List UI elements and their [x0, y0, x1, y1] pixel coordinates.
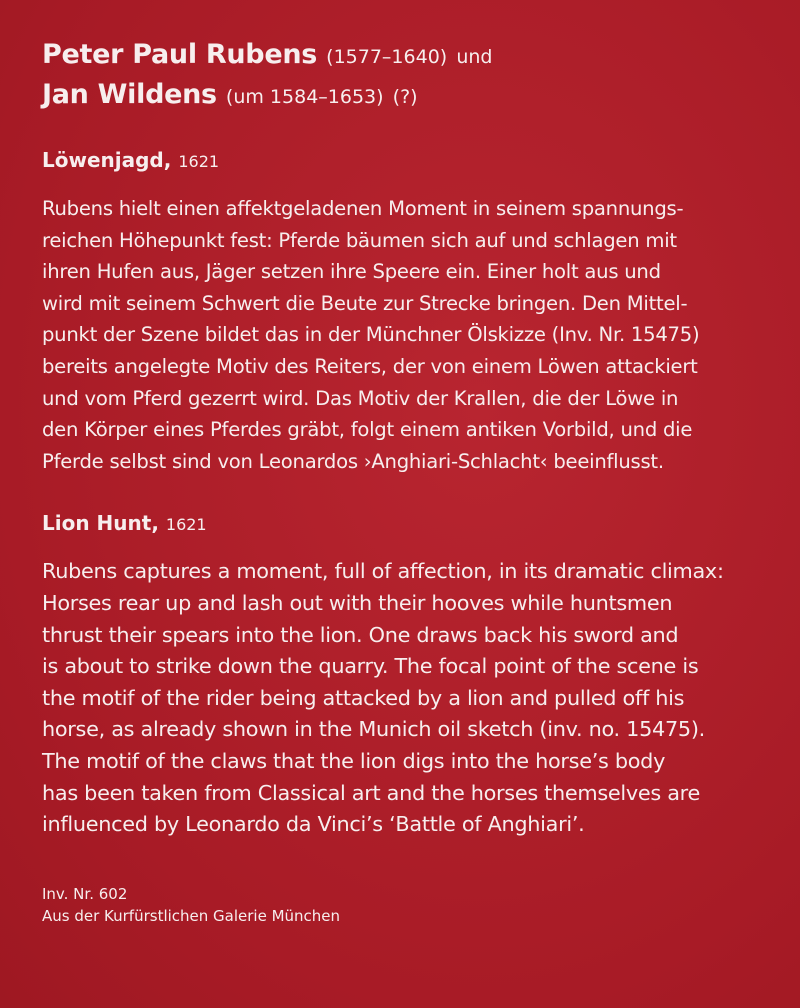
artist-line-1	[42, 36, 782, 76]
attribution-uncertain: (?)	[392, 86, 418, 108]
german-title-year: 1621	[178, 152, 220, 171]
text-line: has been taken from Classical art and the horses themselves are	[42, 780, 700, 805]
text-line: punkt der Szene bildet das in der Münchner Ölskizze (Inv. Nr. 15475)	[42, 323, 700, 347]
artist-connector: und	[456, 46, 493, 68]
artwork-label	[42, 36, 782, 927]
artist-name: Jan Wildens	[42, 79, 217, 110]
text-line: Rubens hielt einen affektgeladenen Moment in seinem spannungs-	[42, 197, 684, 220]
english-description	[42, 556, 782, 840]
artist-line-2	[42, 76, 782, 116]
label-footer	[42, 883, 782, 927]
provenance: Aus der Kurfürstlichen Galerie München	[42, 906, 341, 925]
artist-name: Peter Paul Rubens	[42, 39, 318, 70]
english-title-year: 1621	[165, 515, 207, 535]
inventory-number: Inv. Nr. 602	[42, 884, 128, 903]
german-title-text: Löwenjagd,	[42, 148, 172, 172]
artist-dates: (um 1584–1653)	[225, 86, 384, 108]
german-description	[42, 193, 782, 477]
text-line: is about to strike down the quarry. The focal point of the scene is	[42, 654, 699, 679]
text-line: thrust their spears into the lion. One draws back his sword and	[42, 622, 679, 647]
text-line: the motif of the rider being attacked by a lion and pulled off his	[42, 685, 685, 710]
text-line: Pferde selbst sind von Leonardos ›Anghiari-Schlacht‹ beeinflusst.	[42, 449, 664, 473]
english-title-text: Lion Hunt,	[42, 511, 159, 536]
text-line: wird mit seinem Schwert die Beute zur Strecke bringen. Den Mittel-	[42, 291, 688, 315]
text-line: reichen Höhepunkt fest: Pferde bäumen sich auf und schlagen mit	[42, 228, 677, 252]
text-line: horse, as already shown in the Munich oil sketch (inv. no. 15475).	[42, 717, 705, 742]
text-line: The motif of the claws that the lion digs into the horse’s body	[42, 748, 666, 773]
text-line: ihren Hufen aus, Jäger setzen ihre Speere ein. Einer holt aus und	[42, 260, 661, 284]
text-line: Rubens captures a moment, full of affection, in its dramatic climax:	[42, 559, 724, 584]
text-line: bereits angelegte Motiv des Reiters, der von einem Löwen attackiert	[42, 354, 698, 378]
text-line: den Körper eines Pferdes gräbt, folgt einem antiken Vorbild, und die	[42, 418, 693, 442]
text-line: Horses rear up and lash out with their hooves while huntsmen	[42, 590, 673, 615]
text-line: und vom Pferd gezerrt wird. Das Motiv der Krallen, die der Löwe in	[42, 386, 679, 410]
english-title	[42, 509, 782, 539]
german-title	[42, 146, 782, 176]
text-line: influenced by Leonardo da Vinci’s ‘Battle of Anghiari’.	[42, 812, 585, 837]
artist-dates: (1577–1640)	[326, 46, 448, 68]
